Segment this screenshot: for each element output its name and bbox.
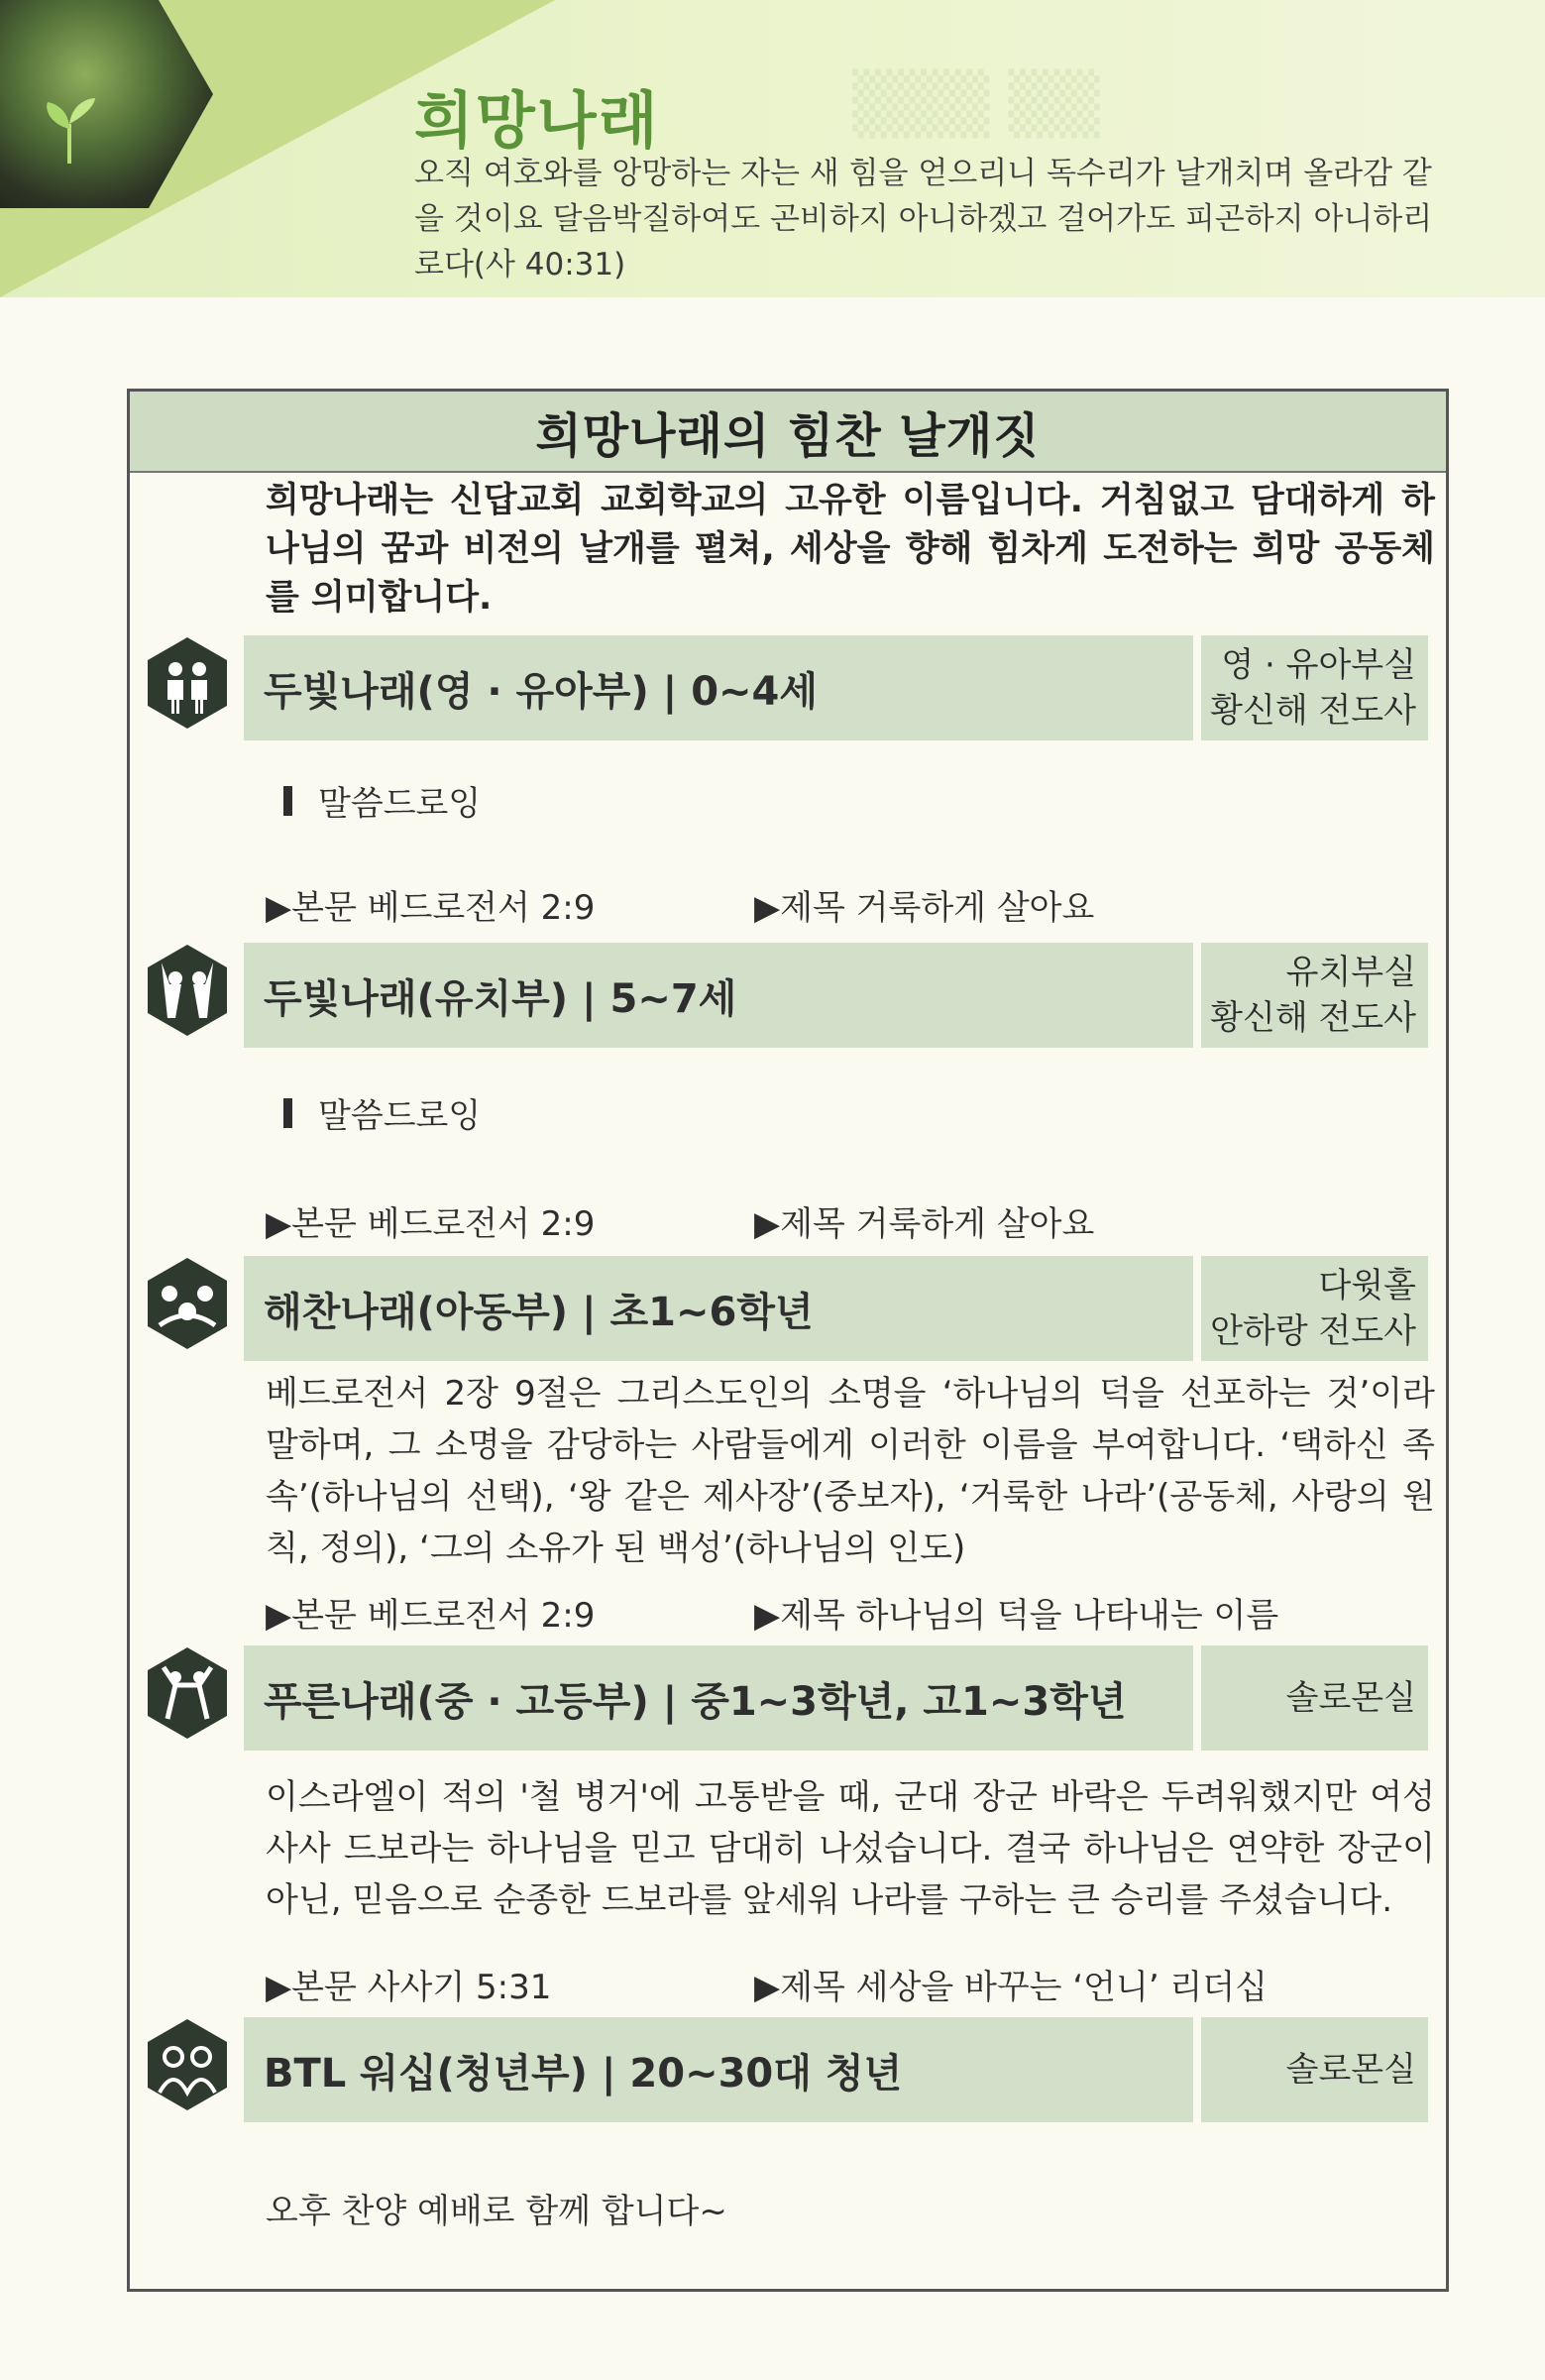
scripture-ref: ▶본문 베드로전서 2:9 bbox=[266, 888, 596, 928]
scripture-verse: 오직 여호와를 앙망하는 자는 새 힘을 얻으리니 독수리가 날개치며 올라감 같을 것이요 달음박질하여도 곤비하지 아니하겠고 걸어가도 피곤하지 아니하리로다(사 40:31) bbox=[414, 156, 1433, 283]
sermon-title: ▶제목 세상을 바꾸는 ‘언니’ 리더십 bbox=[754, 1968, 1268, 2007]
dept-band-young-adults bbox=[244, 2017, 1428, 2122]
sermon-title: ▶제목 거룩하게 살아요 bbox=[754, 1204, 1095, 1244]
scripture-ref: ▶본문 베드로전서 2:9 bbox=[266, 1596, 596, 1636]
children-group-icon bbox=[146, 1256, 229, 1351]
toddlers-icon bbox=[146, 635, 229, 731]
dept-room-info bbox=[1193, 2017, 1416, 2122]
dept-leader: 황신해 전도사 bbox=[1210, 691, 1416, 731]
dept-name: 해찬나래(아동부) | 초1~6학년 bbox=[264, 1289, 814, 1335]
dept-leader: 황신해 전도사 bbox=[1210, 998, 1416, 1038]
page-header bbox=[0, 0, 1545, 297]
dept-name: BTL 워십(청년부) | 20~30대 청년 bbox=[264, 2050, 903, 2097]
dept-room: 유치부실 bbox=[1285, 953, 1416, 992]
dept-room-info bbox=[1193, 1256, 1416, 1361]
dept-room-info bbox=[1193, 943, 1416, 1048]
ministry-box bbox=[127, 389, 1449, 2292]
box-intro: 희망나래는 신답교회 교회학교의 고유한 이름입니다. 거침없고 담대하게 하나님의 꿈과 비전의 날개를 펼쳐, 세상을 향해 힘차게 도전하는 희망 공동체를 의미합니다. bbox=[266, 481, 1435, 618]
dept-note: 오후 찬양 예배로 함께 합니다~ bbox=[266, 2192, 727, 2231]
dept-name: 두빛나래(유치부) | 5~7세 bbox=[264, 975, 737, 1022]
dept-description: 베드로전서 2장 9절은 그리스도인의 소명을 ‘하나님의 덕을 선포하는 것’이라 말하며, 그 소명을 감당하는 사람들에게 이러한 이름을 부여합니다. ‘택하신 족속’(하나님의 선택), ‘왕 같은 제사장’(중보자), ‘거룩한 나라’(공동체, 사랑의 원칙, 정의), ‘그의 소유가 된 백성’(하나님의 인도) bbox=[266, 1374, 1435, 1568]
header-watermark: ▒▒▒ ▒▒ bbox=[852, 69, 1100, 139]
box-header bbox=[130, 392, 1446, 473]
dept-room: 다윗홀 bbox=[1318, 1266, 1416, 1305]
scripture-ref: ▶본문 베드로전서 2:9 bbox=[266, 1204, 596, 1244]
dept-room: 영 · 유아부실 bbox=[1221, 645, 1416, 685]
young-adults-icon bbox=[146, 2017, 229, 2112]
dept-band-children bbox=[244, 1256, 1428, 1361]
sermon-title: ▶제목 거룩하게 살아요 bbox=[754, 888, 1095, 928]
dept-name: 두빛나래(영 · 유아부) | 0~4세 bbox=[264, 668, 819, 715]
dept-band-infant bbox=[244, 635, 1428, 740]
dept-room: 솔로몬실 bbox=[1285, 2050, 1416, 2090]
dept-description: 이스라엘이 적의 '철 병거'에 고통받을 때, 군대 장군 바락은 두려워했지만 여성 사사 드보라는 하나님을 믿고 담대히 나섰습니다. 결국 하나님은 연약한 장군이 아닌, 믿음으로 순종한 드보라를 앞세워 나라를 구하는 큰 승리를 주셨습니다. bbox=[266, 1777, 1435, 1920]
sermon-title: ▶제목 하나님의 덕을 나타내는 이름 bbox=[754, 1596, 1279, 1636]
bullet-bar bbox=[283, 1098, 292, 1128]
sprout-icon bbox=[40, 94, 99, 164]
youth-icon bbox=[146, 1645, 229, 1741]
dept-room: 솔로몬실 bbox=[1285, 1678, 1416, 1718]
page-title: 희망나래 bbox=[414, 84, 660, 157]
bullet-bar bbox=[283, 786, 292, 816]
scripture-ref: ▶본문 사사기 5:31 bbox=[266, 1968, 552, 2007]
dept-leader: 안하랑 전도사 bbox=[1210, 1311, 1416, 1351]
dept-room-info bbox=[1193, 635, 1416, 740]
dept-band-kindergarten bbox=[244, 943, 1428, 1048]
kids-cheering-icon bbox=[146, 943, 229, 1038]
dept-name: 푸른나래(중 · 고등부) | 중1~3학년, 고1~3학년 bbox=[264, 1678, 1127, 1725]
dept-band-youth bbox=[244, 1645, 1428, 1751]
program-label: 말씀드로잉 bbox=[283, 1088, 481, 1137]
box-title: 희망나래의 힘찬 날개짓 bbox=[535, 407, 1041, 464]
program-label: 말씀드로잉 bbox=[283, 776, 481, 825]
dept-room-info bbox=[1193, 1645, 1416, 1751]
